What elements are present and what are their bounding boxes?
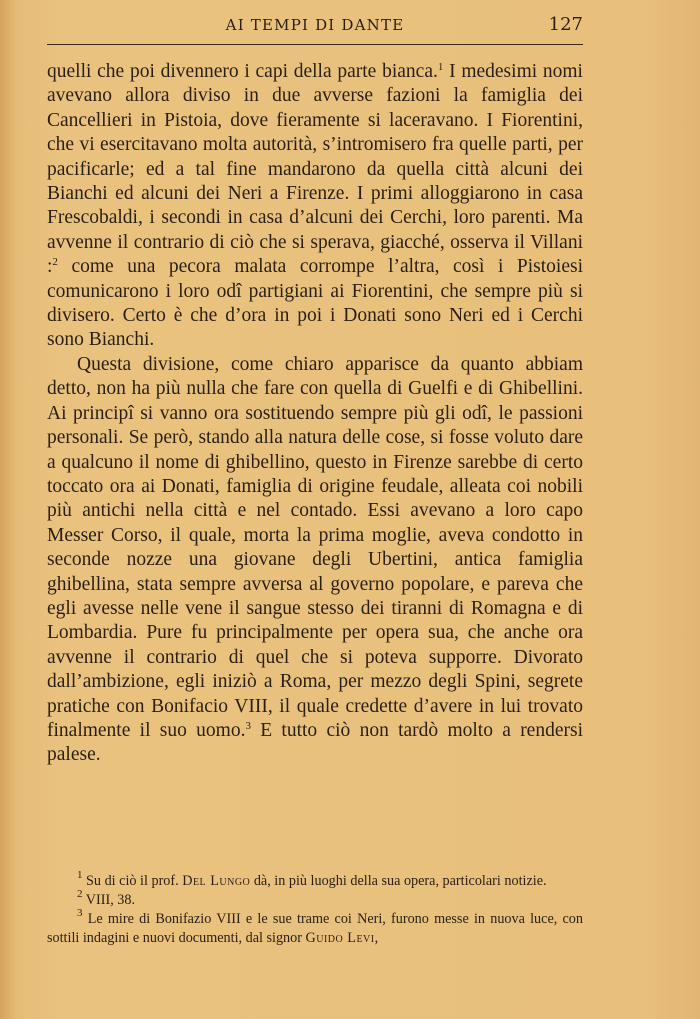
footnote-3-text-after: , [374, 930, 379, 946]
paragraph-1-text-3: come una pecora malata corrompe l’altra, così i Pistoiesi comunicarono i loro odî partigiani ai Fiorentini, che sempre più si divisero. Certo è che d’ora in poi i Donati sono Neri ed i Cerchi sono Bianchi. [47, 256, 583, 351]
header-rule [47, 44, 583, 45]
paragraph-1-text-1: quelli che poi divennero i capi della parte bianca. [47, 61, 438, 82]
footnote-3-author: Guido Levi [305, 930, 375, 946]
footnotes [47, 869, 583, 948]
page-header [47, 14, 583, 40]
paragraph-2 [47, 353, 583, 768]
paragraph-1 [47, 60, 583, 353]
paragraph-2-text-2: E tutto ciò non tardò molto a rendersi palese. [47, 719, 583, 766]
paragraph-1-text-2: I medesimi nomi avevano allora diviso in due avverse fazioni la famiglia dei Cancellieri in Pistoia, dove fieramente si laceravano. I Fiorentini, che vi esercitavano molta autorità, s’intromisero fra quelle parti, per pacificarle; ed a tal fine mandarono da quella città alcuni dei Bianchi ed alcuni dei Neri a Firenze. I primi alloggiarono in casa Frescobaldi, i secondi in casa d’alcuni dei Cerchi, loro parenti. Ma avvenne il contrario di ciò che si sperava, giacché, osserva il Villani : [47, 61, 583, 278]
footnote-mark-3: 3 [77, 907, 83, 919]
footnote-ref-3: 3 [245, 719, 251, 732]
footnote-3 [47, 907, 583, 948]
footnote-1-text-before: Su di ciò il prof. [82, 873, 183, 889]
footnote-3-text-before: Le mire di Bonifazio VIII e le sue trame coi Neri, furono messe in nuova luce, con sottili indagini e nuovi documenti, dal signor [47, 911, 583, 946]
running-title: AI TEMPI DI DANTE [225, 16, 405, 34]
footnote-2-text: VIII, 38. [82, 892, 136, 908]
footnote-2 [47, 888, 583, 910]
page-number: 127 [548, 14, 583, 35]
footnote-1 [47, 869, 583, 891]
footnote-mark-2: 2 [77, 888, 83, 900]
footnote-1-author: Del Lungo [182, 873, 251, 889]
footnote-mark-1: 1 [77, 869, 83, 881]
main-text [47, 60, 583, 768]
footnote-ref-1: 1 [437, 61, 444, 73]
footnote-ref-2: 2 [52, 256, 58, 269]
footnote-1-text-after: dà, in più luoghi della sua opera, particolari notizie. [250, 873, 547, 889]
paragraph-2-text-1: Questa divisione, come chiaro apparisce da quanto abbiam detto, non ha più nulla che fare con quella di Guelfi e di Ghibellini. Ai principî si vanno ora sostituendo sempre più gli odî, le passioni personali. Se però, stando alla natura delle cose, si fosse voluto dare a qualcuno il nome di ghibellino, questo in Firenze sarebbe di certo toccato ora ai Donati, famiglia di origine feudale, alleata coi nobili più antichi nella città e nel contado. Essi avevano a loro capo Messer Corso, il quale, morta la prima moglie, aveva condotto in seconde nozze una giovane degli Ubertini, antica famiglia ghibellina, stata sempre avversa al governo popolare, e pareva che egli avesse nelle vene il sangue stesso dei tiranni di Romagna e di Lombardia. Pure fu principalmente per opera sua, che anche ora avvenne il contrario di quel che si poteva supporre. Divorato dall’ambizione, egli iniziò a Roma, per mezzo degli Spini, segrete pratiche con Bonifacio VIII, il quale credette d’avere in lui trovato finalmente il suo uomo. [47, 353, 583, 741]
